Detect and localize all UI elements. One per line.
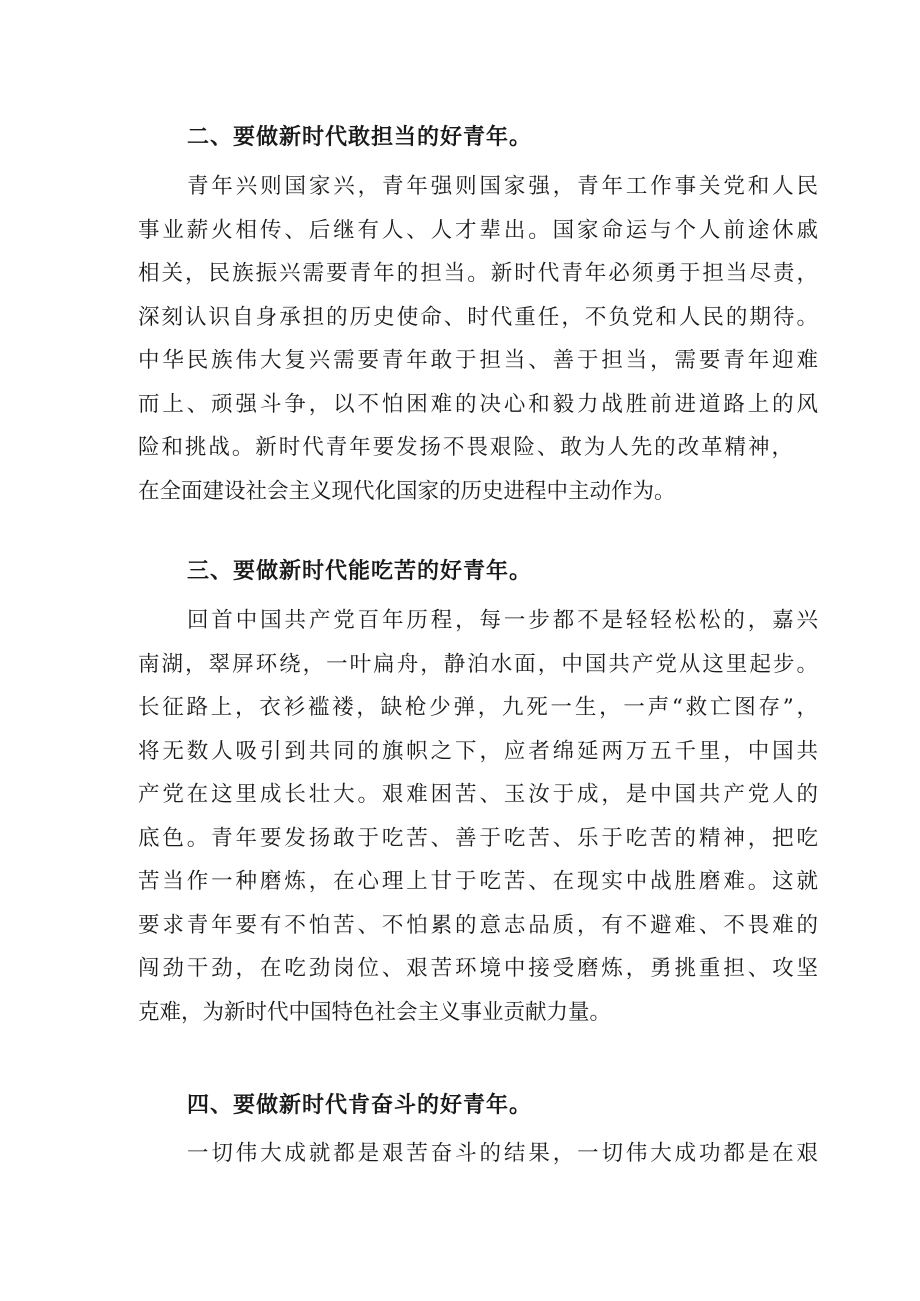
paragraph-line: 产党在这里成长壮大。艰难困苦、玉汝于成，是中国共产党人的 xyxy=(138,782,818,807)
paragraph-line: 深刻认识自身承担的历史使命、时代重任，不负党和人民的期待。 xyxy=(138,305,818,330)
paragraph-line: 中华民族伟大复兴需要青年敢于担当、善于担当，需要青年迎难 xyxy=(138,348,818,373)
paragraph-line: 回首中国共产党百年历程，每一步都不是轻轻松松的，嘉兴 xyxy=(187,608,818,633)
paragraph-line: 青年兴则国家兴，青年强则国家强，青年工作事关党和人民 xyxy=(187,174,818,199)
paragraph-line: 险和挑战。新时代青年要发扬不畏艰险、敢为人先的改革精神， xyxy=(138,435,793,460)
paragraph-line: 事业薪火相传、后继有人、人才辈出。国家命运与个人前途休戚 xyxy=(138,218,818,243)
paragraph-line: 克难，为新时代中国特色社会主义事业贡献力量。 xyxy=(138,1000,612,1025)
paragraph-line: 将无数人吸引到共同的旗帜之下，应者绵延两万五千里，中国共 xyxy=(138,739,818,764)
paragraph-line: 闯劲干劲，在吃劲岗位、艰苦环境中接受磨炼，勇挑重担、攻坚 xyxy=(138,956,818,981)
paragraph-line: 相关，民族振兴需要青年的担当。新时代青年必须勇于担当尽责， xyxy=(138,261,818,286)
paragraph-line: 一切伟大成就都是艰苦奋斗的结果，一切伟大成功都是在艰 xyxy=(187,1141,818,1166)
paragraph-line: 苦当作一种磨炼，在心理上甘于吃苦、在现实中战胜磨难。这就 xyxy=(138,869,818,894)
paragraph-line: 而上、顽强斗争，以不怕困难的决心和毅力战胜前进道路上的风 xyxy=(138,392,818,417)
paragraph-line: 在全面建设社会主义现代化国家的历史进程中主动作为。 xyxy=(138,479,676,504)
paragraph-line: 南湖，翠屏环绕，一叶扁舟，静泊水面，中国共产党从这里起步。 xyxy=(138,652,818,677)
paragraph-line: 长征路上，衣衫褴褛，缺枪少弹，九死一生，一声“救亡图存”， xyxy=(138,695,818,720)
section-heading: 二、要做新时代敢担当的好青年。 xyxy=(187,125,533,150)
paragraph-line: 要求青年要有不怕苦、不怕累的意志品质，有不避难、不畏难的 xyxy=(138,913,818,938)
section-heading: 三、要做新时代能吃苦的好青年。 xyxy=(187,559,533,584)
paragraph-line: 底色。青年要发扬敢于吃苦、善于吃苦、乐于吃苦的精神，把吃 xyxy=(138,826,818,851)
section-heading: 四、要做新时代肯奋斗的好青年。 xyxy=(187,1093,533,1118)
